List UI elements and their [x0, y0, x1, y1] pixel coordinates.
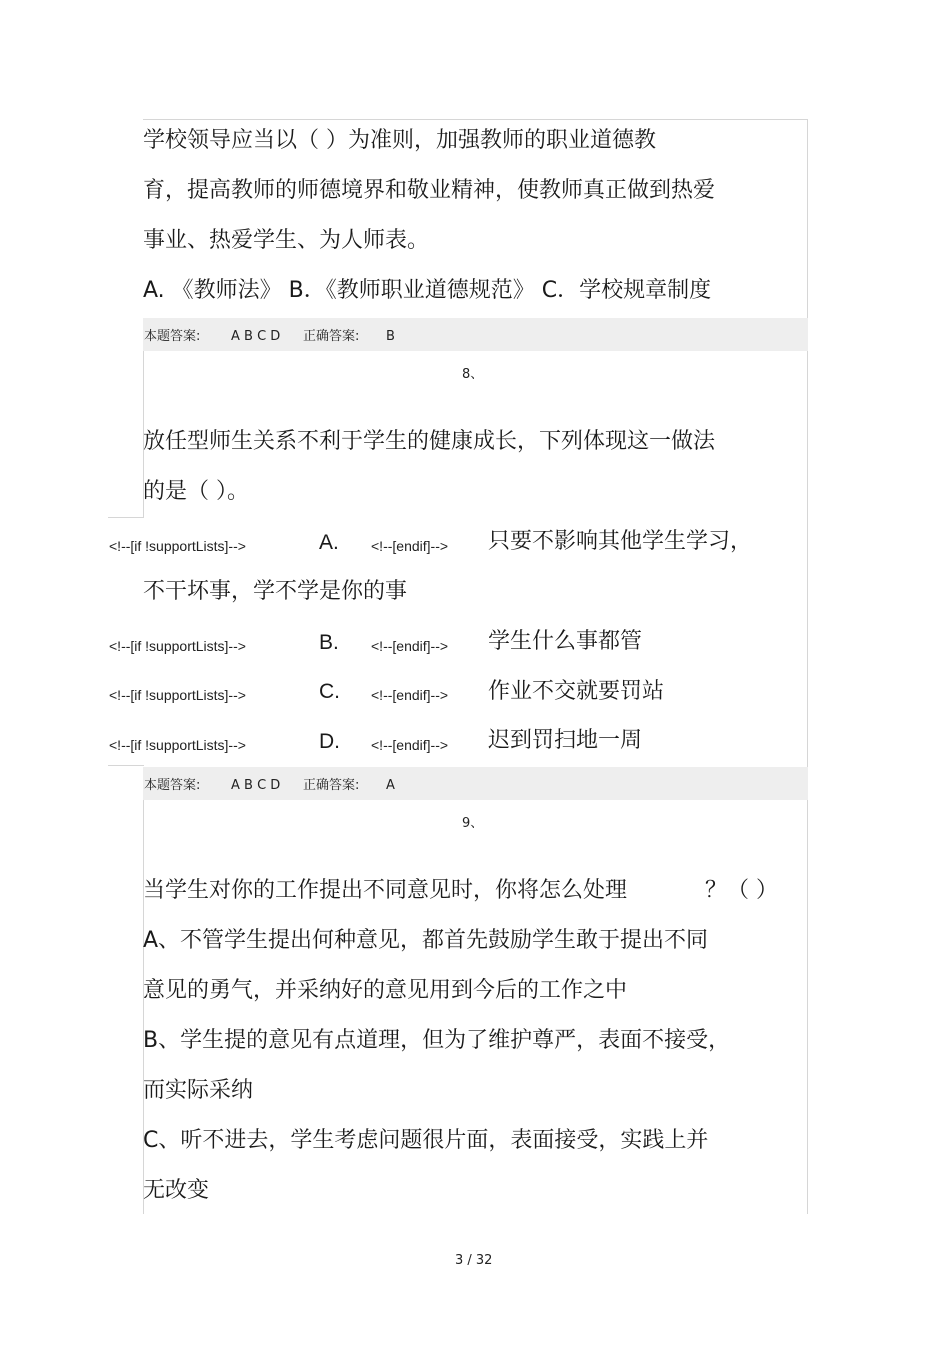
q8-option-a-comment-close: <!--[endif]--> — [371, 538, 449, 554]
q8-option-d-comment-close: <!--[endif]--> — [371, 737, 449, 753]
q8-option-d-letter: D. — [319, 730, 340, 753]
q8-correct-label: 正确答案: — [303, 778, 360, 793]
q7-options: A. 《教师法》 B．《教师职业道德规范》 C．学校规章制度 — [143, 278, 712, 303]
q8-option-c-text: 作业不交就要罚站 — [488, 679, 665, 704]
q8-option-b-comment-open: <!--[if !supportLists]--> — [109, 638, 246, 654]
q7-correct-value: B — [386, 329, 395, 344]
q8-option-b-comment-close: <!--[endif]--> — [371, 638, 449, 654]
q9-line-6: 无改变 — [143, 1178, 210, 1203]
q8-option-a-text-cont: 不干坏事，学不学是你的事 — [143, 579, 408, 604]
q8-option-d-text: 迟到罚扫地一周 — [488, 728, 643, 753]
q8-number: 8、 — [462, 367, 484, 382]
q8-option-a-text: 只要不影响其他学生学习， — [488, 529, 753, 554]
frame-top-line — [143, 119, 808, 120]
q7-line-2: 育，提高教师的师德境界和敬业精神，使教师真正做到热爱 — [143, 178, 716, 203]
q8-option-a-comment-open: <!--[if !supportLists]--> — [109, 538, 246, 554]
q8-option-b-letter: B. — [319, 631, 339, 654]
q9-line-4: 而实际采纳 — [143, 1078, 254, 1103]
q9-number: 9、 — [462, 816, 484, 831]
q9-question-tail: ？（ ） — [705, 878, 778, 903]
page-number: 3 / 32 — [455, 1253, 493, 1268]
q8-option-d-comment-open: <!--[if !supportLists]--> — [109, 737, 246, 753]
q8-answer-choices: A B C D — [231, 778, 281, 793]
q8-line-1: 放任型师生关系不利于学生的健康成长，下列体现这一做法 — [143, 429, 716, 454]
q9-line-3: B、学生提的意见有点道理，但为了维护尊严，表面不接受， — [143, 1028, 731, 1053]
q8-option-c-comment-open: <!--[if !supportLists]--> — [109, 687, 246, 703]
q8-option-c-letter: C. — [319, 680, 340, 703]
q9-question: 当学生对你的工作提出不同意见时，你将怎么处理 — [143, 878, 628, 903]
q8-correct-value: A — [386, 778, 395, 793]
q7-line-3: 事业、热爱学生、为人师表。 — [143, 228, 430, 253]
q7-answer-bar — [143, 318, 808, 351]
q8-answer-label: 本题答案: — [144, 778, 201, 793]
frame-left-tick-1 — [108, 517, 144, 518]
q7-answer-label: 本题答案: — [144, 329, 201, 344]
frame-left-tick-2 — [108, 765, 144, 766]
q8-answer-bar — [143, 767, 808, 800]
q7-answer-choices: A B C D — [231, 329, 281, 344]
q9-line-2: 意见的勇气，并采纳好的意见用到今后的工作之中 — [143, 978, 628, 1003]
q9-line-1: A、不管学生提出何种意见，都首先鼓励学生敢于提出不同 — [143, 928, 709, 953]
q8-option-b-text: 学生什么事都管 — [488, 629, 643, 654]
frame-right-line — [807, 119, 808, 1214]
q9-line-5: C、听不进去，学生考虑问题很片面，表面接受，实践上并 — [143, 1128, 709, 1153]
q8-line-2: 的是（ ）。 — [143, 479, 249, 504]
q7-line-1: 学校领导应当以（ ）为准则，加强教师的职业道德教 — [143, 128, 656, 153]
q8-option-c-comment-close: <!--[endif]--> — [371, 687, 449, 703]
q7-correct-label: 正确答案: — [303, 329, 360, 344]
q8-option-a-letter: A. — [319, 531, 339, 554]
